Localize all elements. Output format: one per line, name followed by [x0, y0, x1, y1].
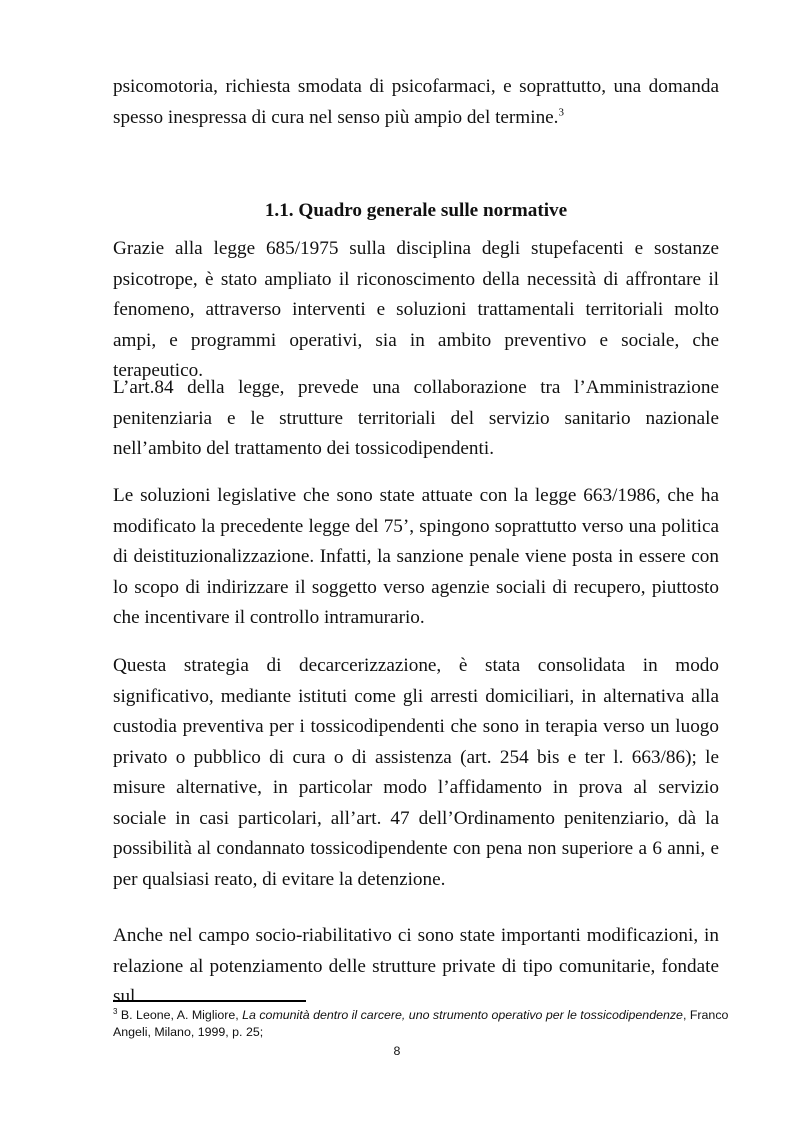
- page-number: 8: [393, 1044, 401, 1058]
- section-heading: 1.1. Quadro generale sulle normative: [264, 200, 568, 221]
- footnote: [113, 1007, 733, 1041]
- paragraph-continuation: [113, 72, 719, 133]
- paragraph-socio-riabilitativo: Anche nel campo socio-riabilitativo ci sono state importanti modificazioni, in relazione al potenziamento delle strutture private di tipo comunitarie, fondate sul: [113, 925, 719, 1007]
- footnote-number: 3: [113, 1006, 118, 1016]
- paragraph-text: psicomotoria, richiesta smodata di psicofarmaci, e soprattutto, una domanda spesso inespressa di cura nel senso più ampio del termine.: [113, 76, 719, 128]
- paragraph-art-84: L’art.84 della legge, prevede una collaborazione tra l’Amministrazione penitenziaria e le strutture territoriali del servizio sanitario nazionale nell’ambito del trattamento dei tossicodipendenti.: [113, 377, 719, 459]
- footnote-reference[interactable]: 3: [558, 106, 564, 119]
- footnote-publication: , Franco Angeli, Milano, 1999, p. 25;: [113, 1008, 729, 1039]
- paragraph-legge-663: Le soluzioni legislative che sono state attuate con la legge 663/1986, che ha modificato la precedente legge del 75’, spingono soprattutto verso una politica di deistituzionalizzazione. Infatti, la sanzione penale viene posta in essere con lo scopo di indirizzare il soggetto verso agenzie sociali di recupero, piuttosto che incentivare il controllo intramurario.: [113, 485, 719, 628]
- paragraph-decarcerizzazione: Questa strategia di decarcerizzazione, è stata consolidata in modo significativo, mediante istituti come gli arresti domiciliari, in alternativa alla custodia preventiva per i tossicodipendenti che sono in terapia verso un luogo privato o pubblico di cura o di assistenza (art. 254 bis e ter l. 663/86); le misure alternative, in particolar modo l’affidamento in prova al servizio sociale in casi particolari, all’art. 47 dell’Ordinamento penitenziario, dà la possibilità al condannato tossicodipendente con pena non superiore a 6 anni, e per qualsiasi reato, di evitare la detenzione.: [113, 655, 719, 890]
- footnote-title: La comunità dentro il carcere, uno strumento operativo per le tossicodipendenze: [242, 1008, 683, 1022]
- paragraph-legge-685: Grazie alla legge 685/1975 sulla disciplina degli stupefacenti e sostanze psicotrope, è stato ampliato il riconoscimento della necessità di affrontare il fenomeno, attraverso interventi e soluzioni trattamentali territoriali molto ampi, e programmi operativi, sia in ambito preventivo e sociale, che terapeutico.: [113, 238, 719, 381]
- footnote-separator: [113, 1000, 306, 1002]
- footnote-authors: B. Leone, A. Migliore,: [120, 1008, 243, 1022]
